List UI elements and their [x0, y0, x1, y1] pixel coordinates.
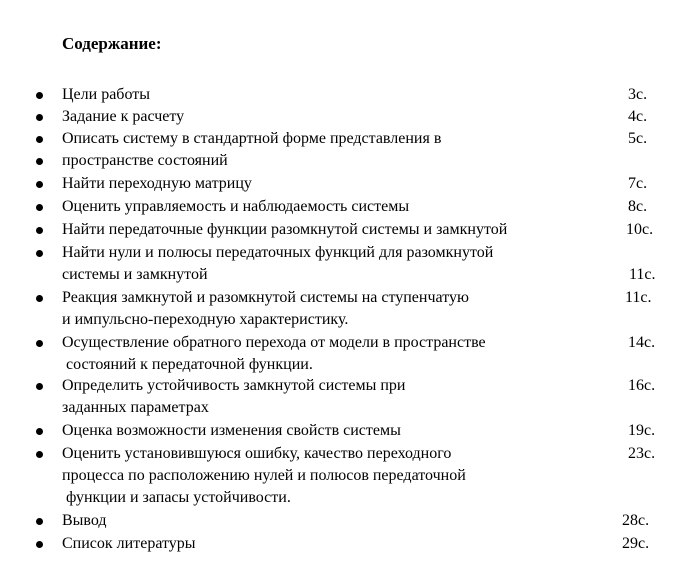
toc-item-text: Оценить установившуюся ошибку, качество переходного: [62, 445, 452, 462]
toc-item-text: Оценка возможности изменения свойств системы: [62, 422, 401, 439]
toc-item-text: Определить устойчивость замкнутой системы при: [62, 377, 406, 394]
bullet-icon: [36, 428, 43, 435]
toc-item-page: 23с.: [628, 445, 656, 462]
toc-item-text: Найти передаточные функции разомкнутой системы и замкнутой: [62, 221, 508, 238]
toc-item-text: Реакция замкнутой и разомкнутой системы на ступенчатую: [62, 289, 469, 306]
toc-item-text: Описать систему в стандартной форме представления в: [62, 130, 442, 147]
toc-item-text: Список литературы: [62, 535, 196, 552]
toc-item-page: 10с.: [626, 221, 654, 238]
toc-item-text: и импульсно-переходную характеристику.: [62, 311, 349, 328]
toc-item-text: системы и замкнутой: [62, 266, 208, 283]
bullet-icon: [36, 227, 43, 234]
toc-title: Содержание:: [62, 34, 162, 53]
toc-item-page: 28с.: [622, 512, 650, 529]
bullet-icon: [36, 204, 43, 211]
toc-item-text: процесса по расположению нулей и полюсов передаточной: [62, 467, 466, 484]
bullet-icon: [36, 114, 43, 121]
toc-item-text: Задание к расчету: [62, 108, 185, 125]
bullet-icon: [36, 158, 43, 165]
bullet-icon: [36, 295, 43, 302]
bullet-icon: [36, 340, 43, 347]
bullet-icon: [36, 92, 43, 99]
toc-item-text: Осуществление обратного перехода от модели в пространстве: [62, 334, 486, 351]
toc-item-text: Оценить управляемость и наблюдаемость системы: [62, 198, 410, 215]
toc-item-page: 7с.: [628, 175, 648, 192]
bullet-icon: [36, 518, 43, 525]
toc-item-page: 14с.: [628, 334, 656, 351]
toc-item-text: пространстве состояний: [62, 152, 228, 169]
toc-item-text: Вывод: [62, 512, 107, 529]
toc-item-page: 8с.: [628, 198, 648, 215]
bullet-icon: [36, 383, 43, 390]
toc-item-page: 3с.: [628, 86, 648, 103]
toc-item-page: 19с.: [628, 422, 656, 439]
toc-item-text: Найти переходную матрицу: [62, 175, 252, 192]
toc-item-page: 11с.: [625, 289, 652, 306]
toc-item-page: 5с.: [628, 130, 648, 147]
toc-item-page: 11с.: [629, 266, 656, 283]
toc-item-text: функции и запасы устойчивости.: [62, 489, 291, 506]
bullet-icon: [36, 136, 43, 143]
toc-item-text: Найти нули и полюсы передаточных функций для разомкнутой: [62, 244, 494, 261]
bullet-icon: [36, 250, 43, 257]
toc-item-text: заданных параметрах: [62, 399, 209, 416]
toc-item-page: 16с.: [628, 377, 656, 394]
bullet-icon: [36, 541, 43, 548]
toc-item-text: состояний к передаточной функции.: [62, 356, 313, 373]
bullet-icon: [36, 181, 43, 188]
toc-item-text: Цели работы: [62, 86, 150, 103]
toc-item-page: 4с.: [628, 108, 648, 125]
toc-item-page: 29с.: [622, 535, 650, 552]
bullet-icon: [36, 451, 43, 458]
